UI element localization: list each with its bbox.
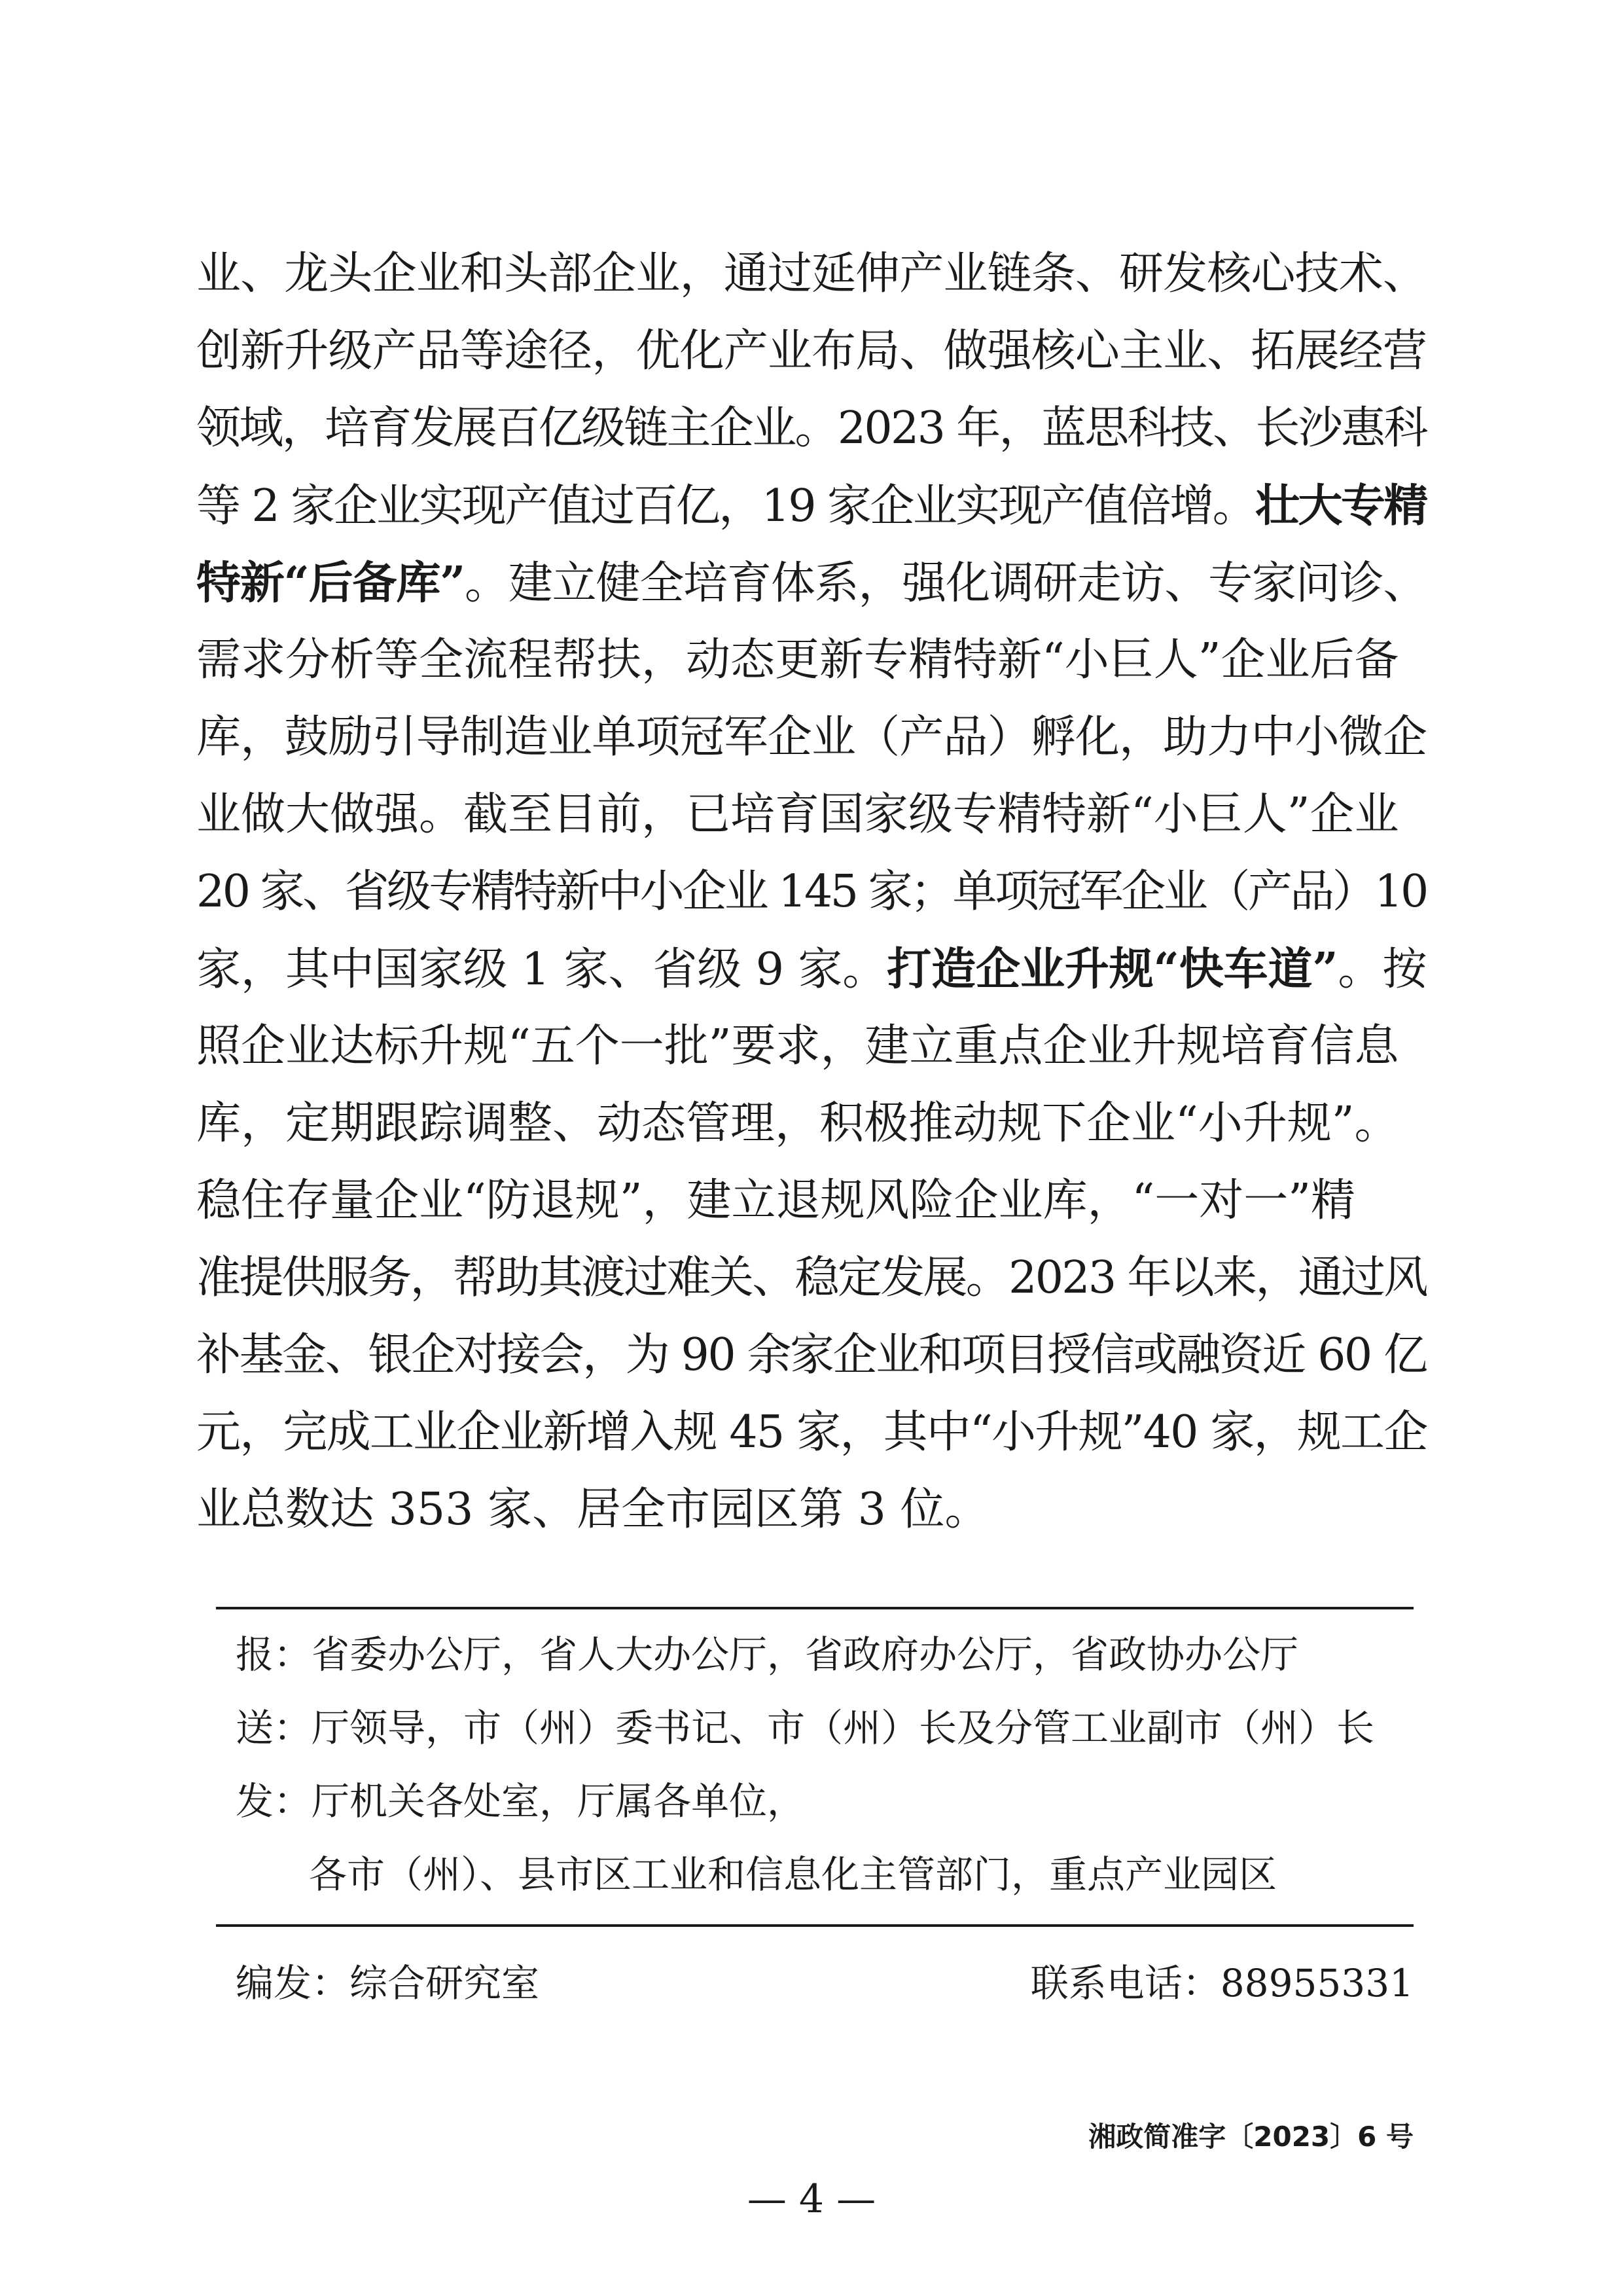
text-segment: 元，完成工业企业新增入规 45 家，其中“小升规”40 家，规工企 — [196, 1407, 1427, 1458]
body-line — [196, 1162, 1427, 1240]
body-line — [196, 1394, 1427, 1471]
body-line — [196, 313, 1427, 390]
text-segment: 创新升级产品等途径，优化产业布局、做强核心主业、拓展经营 — [196, 325, 1427, 377]
body-line — [196, 467, 1427, 545]
text-segment: 库，鼓励引导制造业单项冠军企业（产品）孵化，助力中小微企 — [196, 711, 1427, 763]
text-segment: 领域，培育发展百亿级链主企业。2023 年，蓝思科技、长沙惠科 — [196, 403, 1427, 454]
body-line — [196, 1240, 1427, 1317]
text-segment: 补基金、银企对接会，为 90 余家企业和项目授信或融资近 60 亿 — [196, 1329, 1427, 1381]
contact-phone: 联系电话：88955331 — [1030, 1961, 1414, 2005]
body-paragraph — [196, 236, 1427, 1549]
send-to-line: 送：厅领导，市（州）委书记、市（州）长及分管工业副市（州）长 — [236, 1706, 1375, 1750]
text-segment: 业、龙头企业和头部企业，通过延伸产业链条、研发核心技术、 — [196, 248, 1427, 300]
text-segment: 准提供服务，帮助其渡过难关、稳定发展。2023 年以来，通过风 — [196, 1252, 1427, 1304]
issue-to-continuation: 各市（州）、县市区工业和信息化主管部门，重点产业园区 — [309, 1852, 1277, 1897]
body-line — [196, 236, 1427, 313]
text-segment: 库，定期跟踪调整、动态管理，积极推动规下企业“小升规”。 — [196, 1098, 1399, 1149]
text-segment: 家，其中国家级 1 家、省级 9 家。 — [196, 944, 887, 996]
bold-heading-segment: 打造企业升规“快车道” — [887, 943, 1338, 996]
body-line — [196, 853, 1427, 931]
divider-bottom — [216, 1924, 1414, 1927]
divider-top — [216, 1607, 1414, 1609]
report-to-line: 报：省委办公厅，省人大办公厅，省政府办公厅，省政协办公厅 — [236, 1632, 1299, 1677]
text-segment: 业做大做强。截至目前，已培育国家级专精特新“小巨人”企业 — [196, 789, 1399, 840]
text-segment: 。按 — [1338, 944, 1427, 996]
bold-heading-segment: 特新“后备库” — [196, 557, 465, 609]
body-line — [196, 699, 1427, 776]
body-line — [196, 776, 1427, 853]
text-segment: 照企业达标升规“五个一批”要求，建立重点企业升规培育信息 — [196, 1020, 1399, 1072]
text-segment: 稳住存量企业“防退规”，建立退规风险企业库，“一对一”精 — [196, 1175, 1356, 1227]
body-line — [196, 622, 1427, 699]
text-segment: 业总数达 353 家、居全市园区第 3 位。 — [196, 1484, 990, 1535]
body-line — [196, 545, 1427, 622]
document-number: 湘政简准字〔2023〕6 号 — [1088, 2121, 1414, 2153]
text-segment: 等 2 家企业实现产值过百亿，19 家企业实现产值倍增。 — [196, 480, 1256, 532]
body-line — [196, 1317, 1427, 1394]
body-line — [196, 931, 1427, 1008]
text-segment: 。建立健全培育体系，强化调研走访、专家问诊、 — [465, 558, 1427, 609]
editor-info: 编发：综合研究室 — [236, 1961, 540, 2005]
body-line — [196, 390, 1427, 467]
bold-heading-segment: 壮大专精 — [1255, 480, 1427, 532]
body-line — [196, 1471, 1427, 1549]
body-line — [196, 1008, 1427, 1085]
text-segment: 20 家、省级专精特新中小企业 145 家；单项冠军企业（产品）10 — [196, 866, 1427, 918]
issue-to-line: 发：厅机关各处室，厅属各单位， — [236, 1779, 806, 1823]
page-number: — 4 — — [747, 2176, 876, 2222]
text-segment: 需求分析等全流程帮扶，动态更新专精特新“小巨人”企业后备 — [196, 634, 1399, 686]
body-line — [196, 1085, 1427, 1162]
